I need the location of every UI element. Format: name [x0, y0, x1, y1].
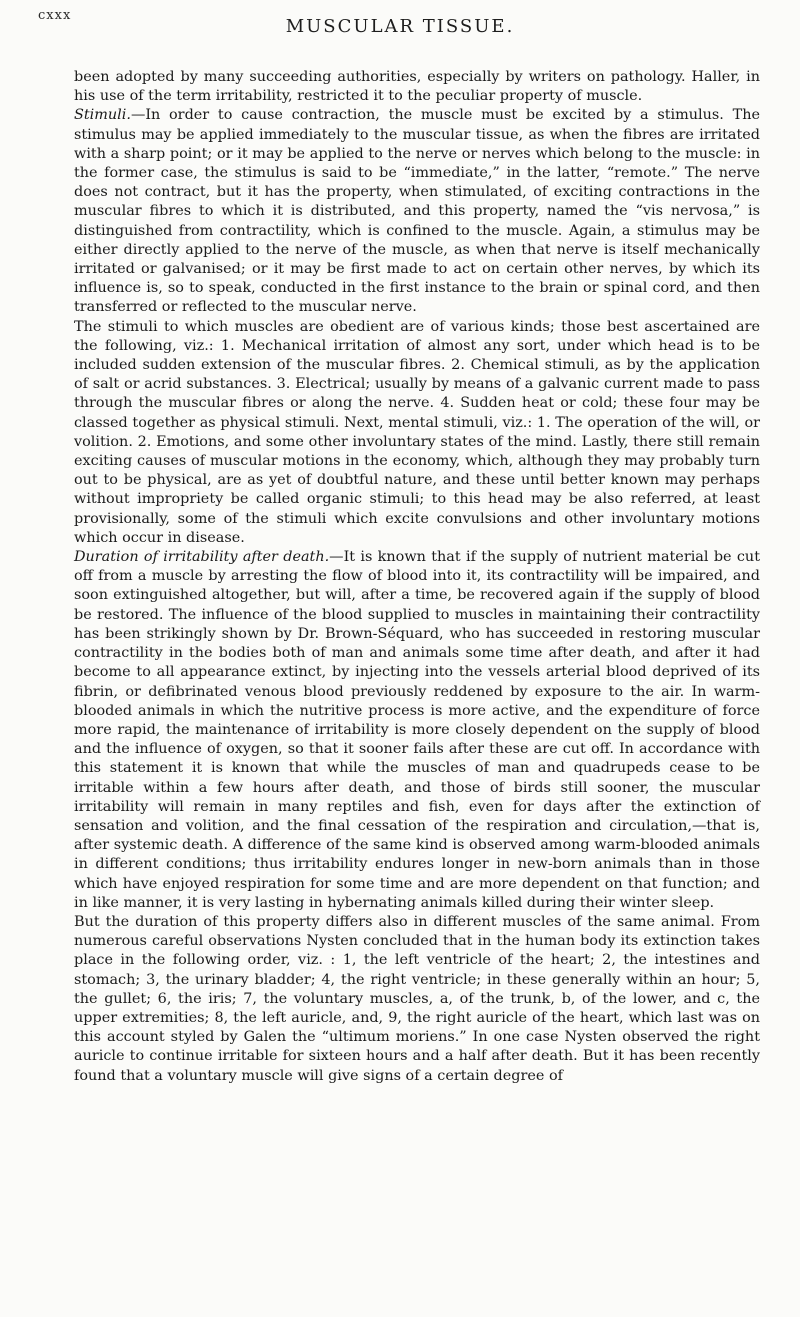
- paragraph-text: But the duration of this property differs also in different muscles of the same animal. From numerous careful observations Nysten concluded that in the human body its extinction takes place in the following order, viz. : 1, the left ventricle of the heart; 2, the intestines and stomach; 3, the urinary bladder; 4, the right ventricle; in these generally within an hour; 5, the gullet; 6, the iris; 7, the voluntary muscles, a, of the trunk, b, of the lower, and c, the upper extremities; 8, the left auricle, and, 9, the right auricle of the heart, which last was on this account styled by Galen the “ultimum moriens.” In one case Nysten observed the right auricle to continue irritable for sixteen hours and a half after death. But it has been recently found that a voluntary muscle will give signs of a certain degree of: [74, 913, 760, 1084]
- paragraph: [74, 548, 760, 913]
- paragraph: [74, 68, 760, 106]
- page-header: [0, 0, 800, 60]
- paragraph-text: been adopted by many succeeding authorities, especially by writers on pathology. Haller, in his use of the term irritability, restricted it to the peculiar property of muscle.: [74, 69, 760, 105]
- body-text: [74, 68, 760, 1086]
- running-head: MUSCULAR TISSUE.: [285, 16, 515, 37]
- section-lead: Stimuli.: [74, 107, 131, 124]
- section-lead: Duration of irritability after death.: [74, 549, 330, 566]
- paragraph: [74, 913, 760, 1086]
- paragraph-text: —In order to cause contraction, the muscle must be excited by a stimulus. The stimulus may be applied immediately to the muscular tissue, as when the fibres are irritated with a sharp point; or it may be applied to the nerve or nerves which belong to the muscle: in the former case, the stimulus is said to be “immediate,” in the latter, “remote.” The nerve does not contract, but it has the property, when stimulated, of exciting contractions in the muscular fibres to which it is distributed, and this property, named the “vis nervosa,” is distinguished from contractility, which is confined to the muscle. Again, a stimulus may be either directly applied to the nerve of the muscle, as when that nerve is itself mechanically irritated or galvanised; or it may be first made to act on certain other nerves, by which its influence is, so to speak, conducted in the first instance to the brain or spinal cord, and then transferred or reflected to the muscular nerve.: [74, 107, 760, 316]
- page-number: cxxx: [38, 8, 72, 23]
- paragraph-text: —It is known that if the supply of nutrient material be cut off from a muscle by arresting the flow of blood into it, its contractility will be impaired, and soon extinguished altogether, but will, after a time, be recovered again if the supply of blood be restored. The influence of the blood supplied to muscles in maintaining their contractility has been strikingly shown by Dr. Brown-Séquard, who has succeeded in restoring muscular contractility in the bodies both of man and animals some time after death, and after it had become to all appearance extinct, by injecting into the vessels arterial blood deprived of its fibrin, or defibrinated venous blood previously reddened by exposure to the air. In warm-blooded animals in which the nutritive process is more active, and the expenditure of force more rapid, the maintenance of irritability is more closely dependent on the supply of blood and the influence of oxygen, so that it sooner fails after these are cut off. In accordance with this statement it is known that while the muscles of man and quadrupeds cease to be irritable within a few hours after death, and those of birds still sooner, the muscular irritability will remain in many reptiles and fish, even for days after the extinction of sensation and volition, and the final cessation of the respiration and circulation,—that is, after systemic death. A difference of the same kind is observed among warm-blooded animals in different conditions; thus irritability endures longer in new-born animals than in those which have enjoyed respiration for some time and are more dependent on that function; and in like manner, it is very lasting in hybernating animals killed during their winter sleep.: [74, 549, 760, 911]
- paragraph: [74, 318, 760, 548]
- paragraph: [74, 106, 760, 317]
- paragraph-text: The stimuli to which muscles are obedient are of various kinds; those best ascertained are the following, viz.: 1. Mechanical irritation of almost any sort, under which head is to be included sudden extension of the muscular fibres. 2. Chemical stimuli, as by the application of salt or acrid substances. 3. Electrical; usually by means of a galvanic current made to pass through the muscular fibres or along the nerve. 4. Sudden heat or cold; these four may be classed together as physical stimuli. Next, mental stimuli, viz.: 1. The operation of the will, or volition. 2. Emotions, and some other involuntary states of the mind. Lastly, there still remain exciting causes of muscular motions in the economy, which, although they may probably turn out to be physical, are as yet of doubtful nature, and these until better known may perhaps without impropriety be called organic stimuli; to this head may be also referred, at least provisionally, some of the stimuli which excite convulsions and other involuntary motions which occur in disease.: [74, 318, 760, 546]
